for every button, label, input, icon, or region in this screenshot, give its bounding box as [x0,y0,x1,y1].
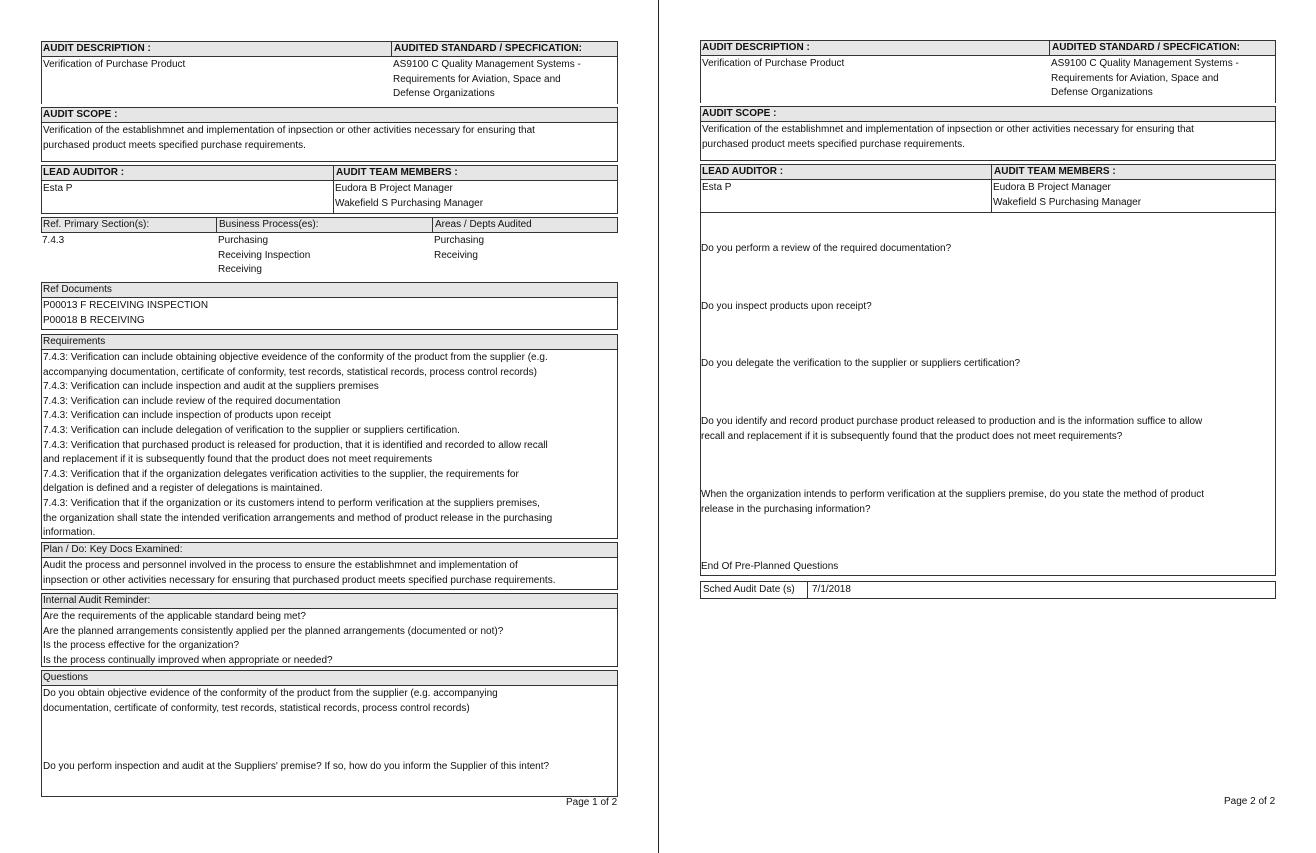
audit-scope-label: AUDIT SCOPE : [702,108,777,119]
audit-description-value: Verification of Purchase Product [702,58,845,69]
plan-line: Audit the process and personnel involved in the process to ensure the establishmnet and implementation of [43,560,518,571]
areas-list [434,234,484,263]
requirement-line: 7.4.3: Verification that if the organization delegates verification activities to the supplier, the requirements for [43,468,519,480]
question-line: When the organization intends to perform verification at the suppliers premise, do you state the method of product [701,489,1205,500]
requirement-line: 7.4.3: Verification can include delegation of verification to the supplier or suppliers certification. [43,424,460,436]
reminder-line: Are the planned arrangements consistently applied per the planned arrangements (documented or not)? [43,625,504,637]
team-members-label: AUDIT TEAM MEMBERS : [994,166,1116,177]
lead-auditor-value: Esta P [702,182,732,193]
question-1 [43,687,615,716]
reminder-section [41,593,618,667]
section-header [42,283,617,298]
requirement-line: 7.4.3: Verification can include review of the required documentation [43,395,341,407]
question-line: recall and replacement if it is subsequently found that the product does not meet requirements? [701,430,1123,442]
section-header [42,594,617,609]
business-process-label: Business Process(es): [219,219,319,230]
question-2: Do you perform inspection and audit at the Suppliers' premise? If so, how do you inform the Supplier of this intent? [43,761,550,772]
question-line: Do you perform a review of the required documentation? [701,243,952,254]
sched-audit-date-label: Sched Audit Date (s) [703,584,795,595]
standard-line: Requirements for Aviation, Space and [393,73,561,85]
question-line: documentation, certificate of conformity, test records, statistical records, process control records) [43,702,470,714]
business-process-list [218,234,310,278]
question-line: Do you inspect products upon receipt? [701,301,872,312]
ref-documents-section [41,282,618,330]
audit-team-section [41,165,618,214]
reminder-line: Is the process continually improved when appropriate or needed? [43,654,333,666]
ref-documents-label: Ref Documents [43,284,112,295]
ref-primary-label: Ref. Primary Section(s): [43,219,150,230]
questions-section [700,213,1276,576]
area: Purchasing [434,235,485,246]
question-3 [701,357,1294,372]
requirement-line: accompanying documentation, certificate of conformity, test records, statistical records, process control records) [43,366,537,378]
audit-scope-value [702,123,1273,152]
plan-label: Plan / Do: Key Docs Examined: [43,544,183,555]
plan-text [43,559,615,588]
requirement-line: 7.4.3: Verification that purchased product is released for production, that it is identified and recorded to allow recall [43,439,548,451]
business-process: Purchasing [218,235,269,246]
area: Receiving [434,249,478,261]
business-process: Receiving [218,264,262,276]
scope-line: Verification of the establishmnet and implementation of inpsection or other activities necessary for ensuring that [43,125,535,136]
standard-line: AS9100 C Quality Management Systems - [1051,58,1239,69]
requirement-line: 7.4.3: Verification that if the organization or its customers intend to perform verification at the suppliers premises, [43,497,540,509]
section-header [42,42,617,57]
audit-description-label: AUDIT DESCRIPTION : [43,43,151,54]
questions-label: Questions [43,672,89,683]
section-header [42,108,617,123]
audit-scope-value [43,124,615,153]
scope-line: Verification of the establishmnet and implementation of inpsection or other activities necessary for ensuring that [702,124,1194,135]
reminder-line: Are the requirements of the applicable standard being met? [43,611,306,622]
question-line: Do you delegate the verification to the supplier or suppliers certification? [701,358,1021,369]
section-header [42,671,617,686]
ref-primary-value: 7.4.3 [42,235,65,246]
section-header [701,107,1275,122]
audit-team-section [700,164,1276,213]
question-4 [701,415,1294,444]
standard-line: Defense Organizations [393,88,495,100]
standard-line: AS9100 C Quality Management Systems - [393,59,581,70]
section-header [42,543,617,558]
team-members-list [335,182,483,211]
scope-line: purchased product meets specified purchase requirements. [43,139,306,151]
audit-description-section [700,40,1276,103]
section-header [41,217,618,233]
section-header [701,165,1275,180]
page-number: Page 1 of 2 [566,797,618,808]
question-2 [701,300,1294,315]
team-members-list [993,181,1141,210]
requirement-line: 7.4.3: Verification can include obtaining objective eveidence of the conformity of the product from the supplier (e.g. [43,352,548,363]
requirement-line: delgation is defined and a register of delegations is maintained. [43,483,323,495]
audit-description-label: AUDIT DESCRIPTION : [702,42,810,53]
team-member: Wakefield S Purchasing Manager [335,197,484,209]
ref-document: P00013 F RECEIVING INSPECTION [43,300,209,311]
team-member: Eudora B Project Manager [335,183,453,194]
audited-standard-value [393,58,581,102]
team-member: Wakefield S Purchasing Manager [993,196,1142,208]
reminder-list [43,610,615,667]
lead-auditor-value: Esta P [43,183,73,194]
team-members-label: AUDIT TEAM MEMBERS : [336,167,458,178]
standard-line: Requirements for Aviation, Space and [1051,72,1219,84]
audit-description-value: Verification of Purchase Product [43,59,186,70]
question-line: release in the purchasing information? [701,503,871,515]
process-section [41,217,618,279]
ref-documents-list [43,299,615,328]
question-line: Do you identify and record product purchase product released to production and is the information suffice to allow [701,416,1203,427]
plan-section [41,542,618,590]
audited-standard-value [1051,57,1239,101]
audit-scope-section [700,106,1276,161]
requirement-line: and replacement if it is subsequently found that the product does not meet requirements [43,454,433,466]
standard-line: Defense Organizations [1051,87,1153,99]
section-header [42,166,617,181]
audited-standard-label: AUDITED STANDARD / SPECFICATION: [394,43,582,54]
audit-description-section [41,41,618,104]
requirement-line: 7.4.3: Verification can include inspection of products upon receipt [43,410,331,422]
ref-document: P00018 B RECEIVING [43,314,145,326]
requirements-label: Requirements [43,336,106,347]
audit-page-2 [659,0,1316,853]
section-header [42,335,617,350]
lead-auditor-label: LEAD AUDITOR : [702,166,784,177]
reminder-label: Internal Audit Reminder: [43,595,151,606]
reminder-line: Is the process effective for the organization? [43,640,240,652]
end-of-questions: End Of Pre-Planned Questions [701,561,839,572]
sched-audit-date-value: 7/1/2018 [812,584,851,595]
audit-scope-section [41,107,618,162]
areas-label: Areas / Depts Audited [435,219,532,230]
requirements-list [43,351,615,539]
lead-auditor-label: LEAD AUDITOR : [43,167,125,178]
requirement-line: information. [43,527,96,539]
business-process: Receiving Inspection [218,249,311,261]
scope-line: purchased product meets specified purchase requirements. [702,138,965,150]
audit-scope-label: AUDIT SCOPE : [43,109,118,120]
plan-line: inpsection or other activities necessary for ensuring that purchased product meets specified purchase requirements. [43,574,556,586]
requirement-line: the organization shall state the intended verification arrangements and method of product release in the purchasing [43,512,553,524]
page-number: Page 2 of 2 [1224,796,1276,807]
section-header [701,41,1275,56]
sched-audit-date-row [700,581,1276,599]
requirements-section [41,334,618,539]
question-1 [701,242,1294,257]
team-member: Eudora B Project Manager [993,182,1111,193]
questions-section [41,670,618,797]
question-line: Do you obtain objective evidence of the conformity of the product from the supplier (e.g. accompanying [43,688,498,699]
question-5 [701,488,1294,517]
audited-standard-label: AUDITED STANDARD / SPECFICATION: [1052,42,1240,53]
requirement-line: 7.4.3: Verification can include inspection and audit at the suppliers premises [43,381,379,393]
